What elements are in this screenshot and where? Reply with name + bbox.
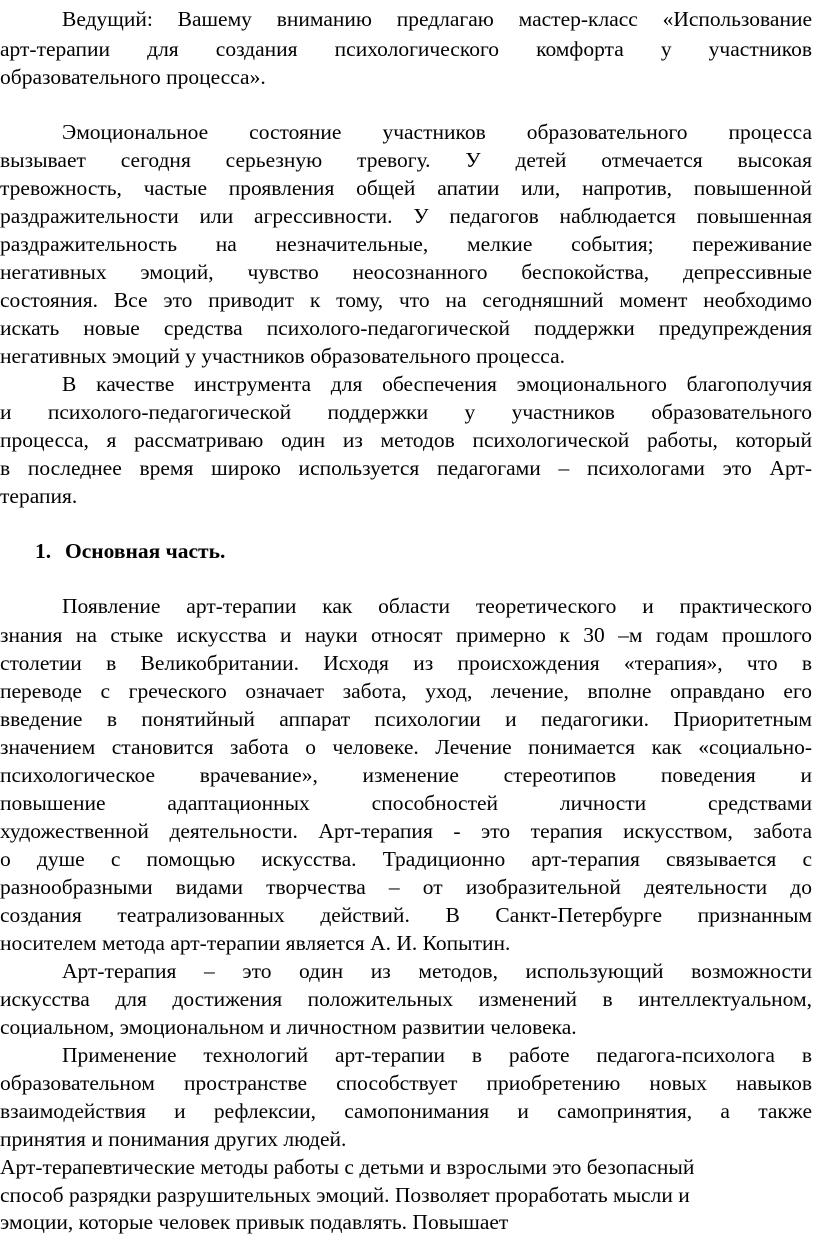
text-line: в последнее время широко используется педагогами – психологами это Арт-	[0, 456, 812, 480]
text-line: создания театрализованных действий. В Санкт-Петербурге признанным	[0, 903, 812, 927]
text-line: о душе с помощью искусства. Традиционно арт-терапия связывается с	[0, 847, 812, 871]
text-line: принятия и понимания других людей.	[0, 1127, 347, 1151]
text-line: введение в понятийный аппарат психологии и педагогики. Приоритетным	[0, 707, 812, 731]
text-line: негативных эмоций у участников образовательного процесса.	[0, 344, 566, 368]
text-line: Эмоциональное состояние участников образовательного процесса	[62, 120, 812, 144]
text-line: психологическое врачевание», изменение стереотипов поведения и	[0, 763, 812, 787]
text-line: терапия.	[0, 484, 78, 508]
text-line: значением становится забота о человеке. Лечение понимается как «социально-	[0, 735, 812, 759]
text-line: носителем метода арт-терапии является А. И. Копытин.	[0, 931, 511, 955]
text-line: тревожность, частые проявления общей апатии или, напротив, повышенной	[0, 176, 812, 200]
text-line: Ведущий: Вашему вниманию предлагаю мастер-класс «Использование	[62, 7, 812, 31]
text-line: Арт-терапевтические методы работы с детьми и взрослыми это безопасный	[0, 1155, 695, 1179]
text-line: арт-терапии для создания психологического комфорта у участников	[0, 37, 812, 61]
text-line: образовательном пространстве способствует приобретению новых навыков	[0, 1071, 812, 1095]
text-line: состояния. Все это приводит к тому, что на сегодняшний момент необходимо	[0, 288, 812, 312]
text-line: Применение технологий арт-терапии в работе педагога-психолога в	[62, 1043, 812, 1067]
text-line: социальном, эмоциональном и личностном развитии человека.	[0, 1015, 577, 1039]
text-line: художественной деятельности. Арт-терапия - это терапия искусством, забота	[0, 819, 812, 843]
text-line: знания на стыке искусства и науки относят примерно к 30 –м годам прошлого	[0, 623, 812, 647]
text-line: процесса, я рассматриваю один из методов психологической работы, который	[0, 428, 812, 452]
text-line: негативных эмоций, чувство неосознанного беспокойства, депрессивные	[0, 260, 812, 284]
text-line: вызывает сегодня серьезную тревогу. У детей отмечается высокая	[0, 148, 812, 172]
text-line: образовательного процесса».	[0, 65, 266, 89]
text-line: Появление арт-терапии как области теоретического и практического	[62, 594, 812, 618]
text-line: раздражительности или агрессивности. У педагогов наблюдается повышенная	[0, 204, 812, 228]
text-line: разнообразными видами творчества – от изобразительной деятельности до	[0, 875, 812, 899]
text-line: столетии в Великобритании. Исходя из происхождения «терапия», что в	[0, 651, 812, 675]
text-line: повышение адаптационных способностей личности средствами	[0, 791, 812, 815]
text-line: В качестве инструмента для обеспечения эмоционального благополучия	[62, 372, 812, 396]
text-line: Арт-терапия – это один из методов, использующий возможности	[62, 959, 812, 983]
text-line: эмоции, которые человек привык подавлять. Повышает	[0, 1210, 509, 1234]
text-line: взаимодействия и рефлексии, самопонимания и самопринятия, а также	[0, 1099, 812, 1123]
section-title: Основная часть.	[65, 539, 226, 563]
text-line: искать новые средства психолого-педагогической поддержки предупреждения	[0, 316, 812, 340]
text-line: раздражительность на незначительные, мелкие события; переживание	[0, 232, 812, 256]
text-line: переводе с греческого означает забота, уход, лечение, вполне оправдано его	[0, 679, 812, 703]
text-line: и психолого-педагогической поддержки у участников образовательного	[0, 400, 812, 424]
section-number: 1.	[35, 539, 52, 563]
text-line: искусства для достижения положительных изменений в интеллектуальном,	[0, 987, 812, 1011]
section-heading	[35, 536, 535, 566]
text-line: способ разрядки разрушительных эмоций. Позволяет проработать мысли и	[0, 1183, 690, 1207]
